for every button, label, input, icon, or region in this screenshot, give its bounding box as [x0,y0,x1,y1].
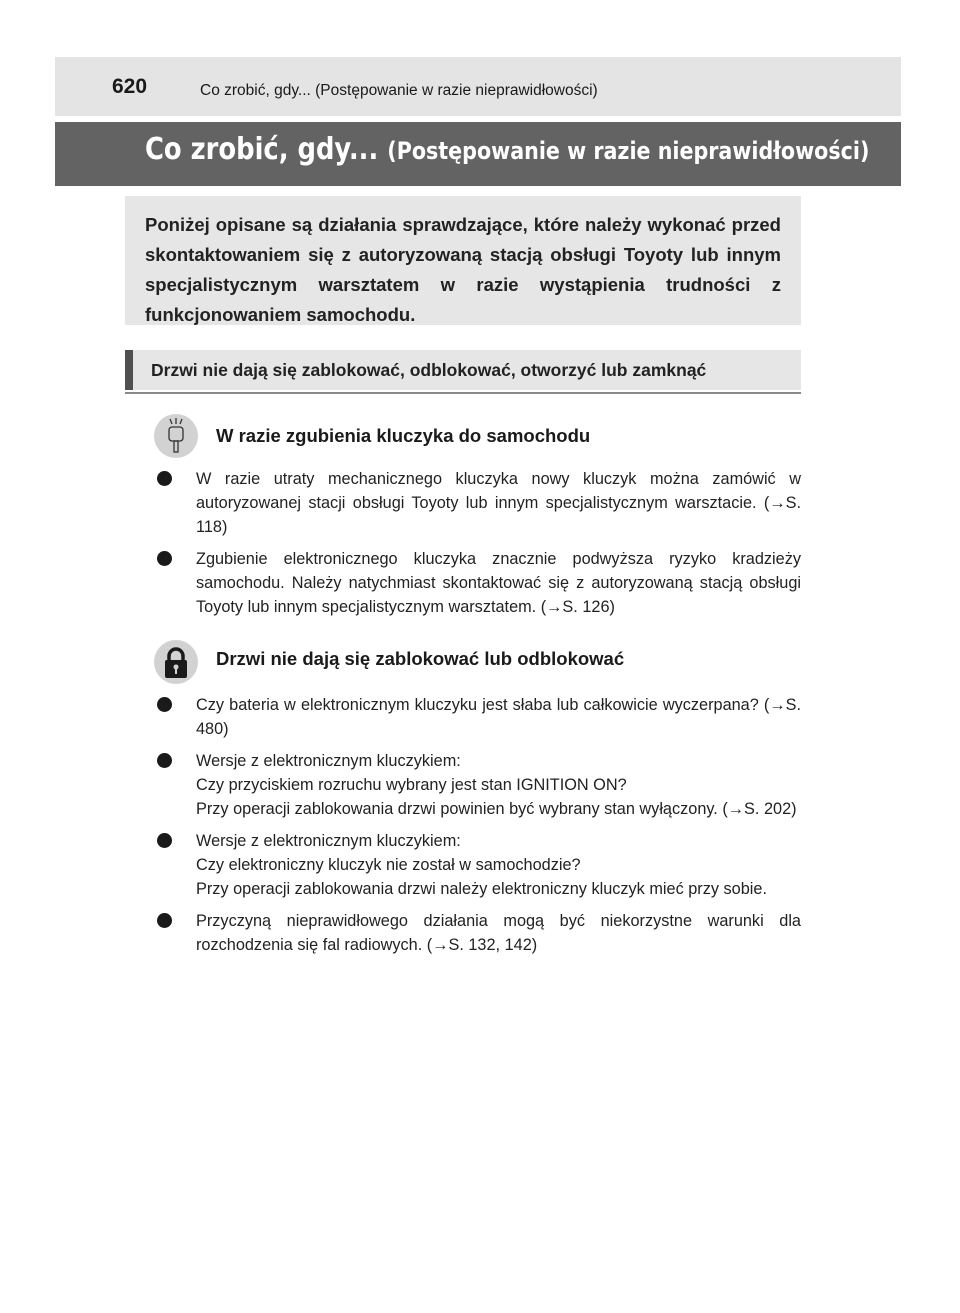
bullet-dot [157,753,172,768]
subheading-lost-key: W razie zgubienia kluczyka do samochodu [216,425,591,446]
bullet-dot [157,913,172,928]
intro-box [125,196,801,325]
page-title-main: Co zrobić, gdy... [145,132,379,167]
list-item: Wersje z elektronicznym kluczykiem: Czy przyciskiem rozruchu wybrany jest stan IGNITION ON? Przy operacji zablokowania drzwi powinien być wybrany stan wyłączony. (→S. 202) [156,749,801,821]
running-title: Co zrobić, gdy... (Postępowanie w razie nieprawidłowości) [200,82,598,99]
list-item: W razie utraty mechanicznego kluczyka nowy kluczyk można zamówić w autoryzowanej stacji obsługi Toyoty lub innym specjalistycznym warsztacie. (→S. 118) [156,467,801,539]
door-lock-bullets [156,693,801,957]
bullet-dot [157,471,172,486]
subheading-door-lock: Drzwi nie dają się zablokować lub odblokować [216,648,625,669]
lost-key-icon [154,414,198,458]
lost-key-bullets [156,467,801,619]
page-title [145,132,869,167]
list-item: Przyczyną nieprawidłowego działania mogą być niekorzystne warunki dla rozchodzenia się fal radiowych. (→S. 132, 142) [156,909,801,957]
intro-text: Poniżej opisane są działania sprawdzające, które należy wykonać przed skontaktowaniem się z autoryzowaną stacją obsługi Toyoty lub innym specjalistycznym warsztatem w razie wystąpienia trudności z funkcjonowaniem samochodu. [145,214,781,325]
section-heading [125,350,801,390]
bullet-dot [157,551,172,566]
list-item: Wersje z elektronicznym kluczykiem: Czy elektroniczny kluczyk nie został w samochodzie? Przy operacji zablokowania drzwi należy elektroniczny kluczyk mieć przy sobie. [156,829,801,901]
padlock-icon [154,640,198,684]
page-number: 620 [112,75,148,98]
bullet-dot [157,833,172,848]
list-item: Zgubienie elektronicznego kluczyka znacznie podwyższa ryzyko kradzieży samochodu. Należy natychmiast skontaktować się z autoryzowaną stacją obsługi Toyoty lub innym specjalistycznym warsztatem. (→S. 126) [156,547,801,619]
page-title-sub: (Postępowanie w razie nieprawidłowości) [387,137,870,165]
section-title: Drzwi nie dają się zablokować, odblokować, otworzyć lub zamknąć [151,360,707,380]
list-item: Czy bateria w elektronicznym kluczyku jest słaba lub całkowicie wyczerpana? (→S. 480) [156,693,801,741]
section-divider [125,392,801,394]
bullet-dot [157,697,172,712]
